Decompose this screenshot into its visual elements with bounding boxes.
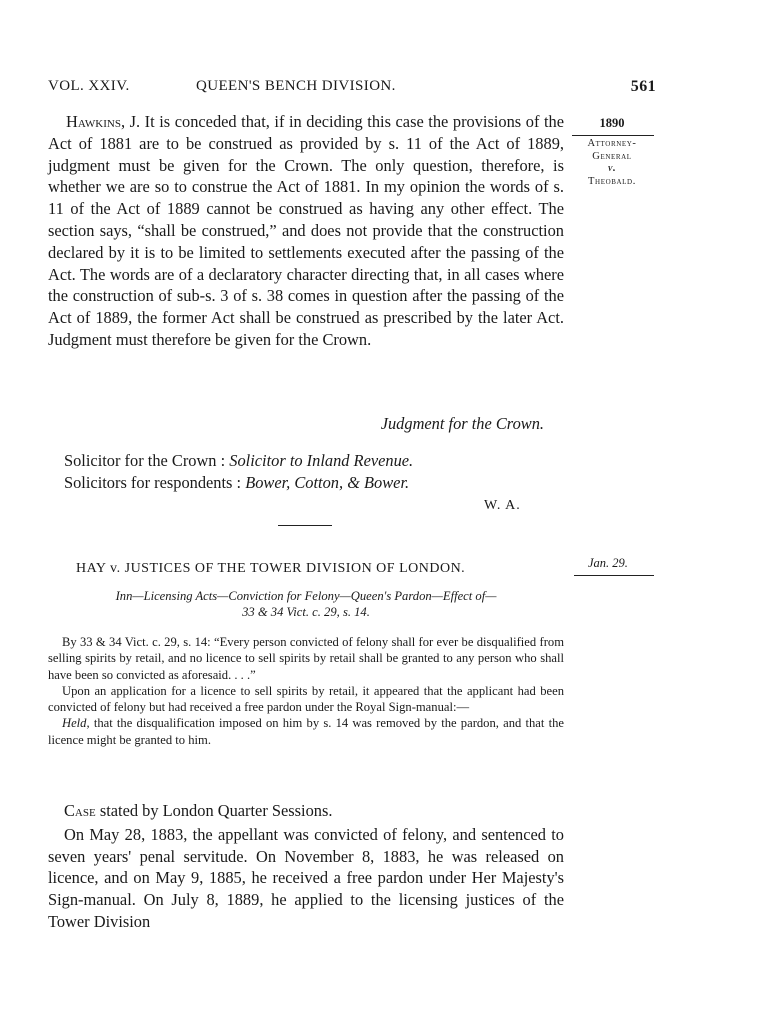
summary-paragraph: By 33 & 34 Vict. c. 29, s. 14: “Every person convicted of felony shall for ever be disqualified from selling spirits by retail, and no licence to sell spirits by retail shall be granted to any person who shall have been so convicted as aforesaid. . . .” bbox=[48, 635, 564, 682]
margin-year bbox=[578, 116, 646, 131]
judgment-paragraph bbox=[48, 111, 564, 351]
summary-held-paragraph bbox=[48, 715, 564, 748]
year-text: 1890 bbox=[599, 116, 625, 130]
summary-block bbox=[48, 634, 564, 748]
solicitor-crown-value: Solicitor to Inland Revenue. bbox=[229, 451, 414, 470]
case-name-line: Theobald. bbox=[588, 175, 636, 187]
case-name-line: General bbox=[592, 150, 632, 162]
case-name-line: Attorney- bbox=[587, 138, 637, 149]
report-title: QUEEN'S BENCH DIVISION. bbox=[196, 78, 396, 94]
case-stated-line bbox=[48, 800, 564, 822]
solicitor-respondents-label: Solicitors for respondents : bbox=[64, 472, 242, 492]
case-stated-text: stated by London Quarter Sessions. bbox=[99, 801, 333, 820]
volume-label: VOL. XXIV. bbox=[48, 78, 130, 94]
headnote bbox=[48, 588, 564, 620]
judgment-result: Judgment for the Crown. bbox=[380, 414, 544, 433]
judge-name: Hawkins, J. bbox=[66, 112, 141, 131]
second-case-title: HAY v. JUSTICES OF THE TOWER DIVISION OF LONDON. bbox=[76, 561, 466, 576]
case-stated-block bbox=[48, 800, 564, 933]
page-number: 561 bbox=[630, 78, 656, 95]
margin-rule bbox=[572, 135, 654, 136]
reporter-initials: W. A. bbox=[484, 498, 521, 513]
case-name-line: v. bbox=[607, 163, 617, 174]
case-body-paragraph: On May 28, 1883, the appellant was convicted of felony, and sentenced to seven years' penal servitude. On November 8, 1883, he was released on licence, and on May 9, 1885, he received a free pardon under Her Majesty's Sign-manual. On July 8, 1889, he applied to the licensing justices of the Tower Division bbox=[48, 824, 564, 931]
solicitor-respondents-line bbox=[64, 472, 564, 494]
solicitor-respondents-value: Bower, Cotton, & Bower. bbox=[245, 472, 410, 492]
case-stated-lead: Case bbox=[64, 801, 96, 820]
solicitor-crown-label: Solicitor for the Crown : bbox=[64, 451, 226, 470]
summary-paragraph: Upon an application for a licence to sell spirits by retail, it appeared that the applicant had been convicted of felony but had received a free pardon under the Royal Sign-manual:— bbox=[48, 683, 564, 715]
running-header bbox=[48, 78, 656, 98]
margin-case-name bbox=[570, 138, 654, 188]
second-case-date: Jan. 29. bbox=[588, 556, 628, 570]
headnote-line: Inn—Licensing Acts—Conviction for Felony—Queen's Pardon—Effect of— bbox=[115, 589, 497, 603]
judgment-section bbox=[48, 111, 564, 351]
solicitor-crown-line bbox=[64, 450, 564, 472]
section-divider bbox=[278, 525, 332, 526]
headnote-line: 33 & 34 Vict. c. 29, s. 14. bbox=[242, 605, 370, 619]
held-label: Held, bbox=[62, 716, 90, 731]
date-rule bbox=[574, 575, 654, 576]
held-text: that the disqualification imposed on him by s. 14 was removed by the pardon, and that the licence might be granted to him. bbox=[48, 716, 564, 747]
judgment-text: It is conceded that, if in deciding this case the provisions of the Act of 1881 are to be construed as provided by s. 11 of the Act of 1889, judgment must be given for the Crown. The only question, therefore, is whether we are so to construe the Act of 1881. In my opinion the words of s. 11 of the Act of 1889 cannot be construed as having any other effect. The section says, “shall be construed,” and does not provide that the construction declared by it is to be limited to settlements executed after the passing of the Act. The words are of a declaratory character directing that, in all cases where the construction of sub-s. 3 of s. 38 comes in question after the passing of the Act of 1889, the former Act shall be construed as prescribed by the later Act. Judgment must therefore be given for the Crown. bbox=[48, 112, 564, 349]
solicitors-block bbox=[64, 450, 564, 494]
judgment-result-row bbox=[48, 413, 564, 435]
